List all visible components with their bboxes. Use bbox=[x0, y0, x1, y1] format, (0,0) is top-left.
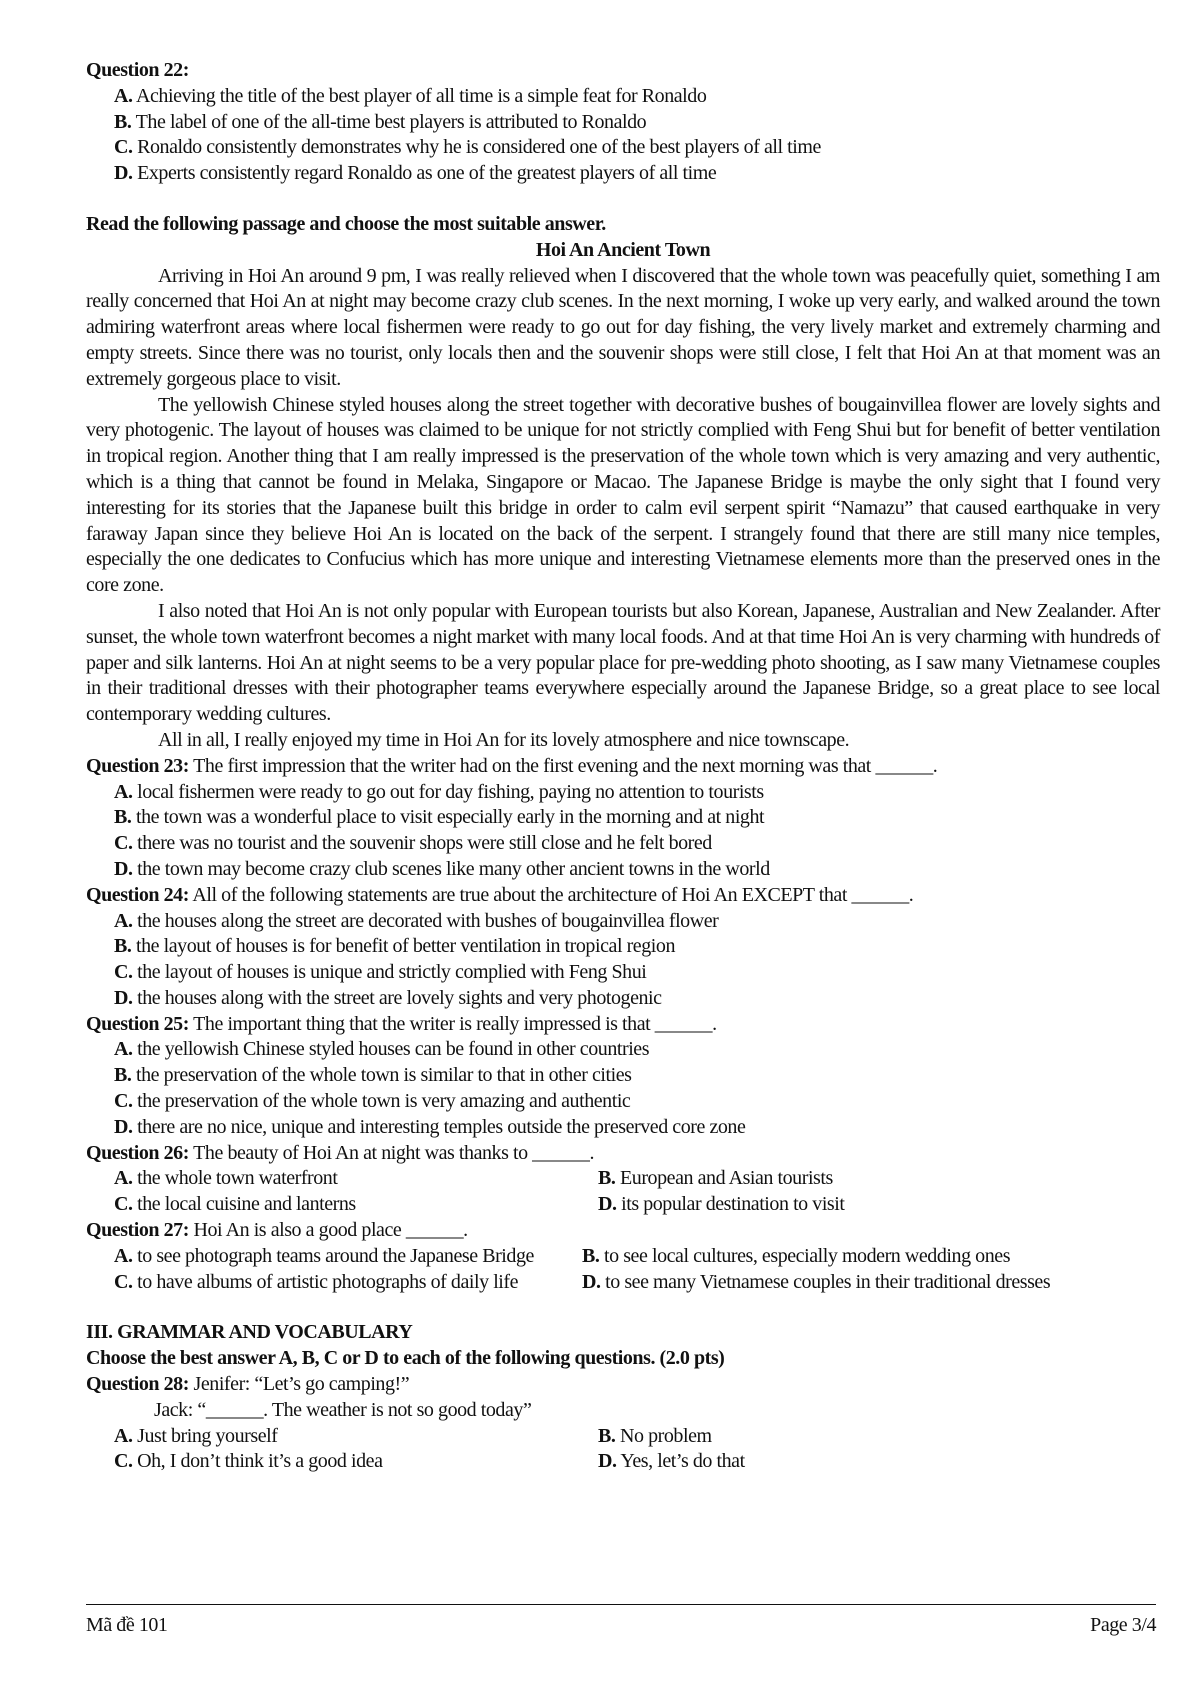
passage bbox=[86, 264, 1160, 754]
q26-option-b: B. European and Asian tourists bbox=[598, 1167, 833, 1190]
q27-option-b: B. to see local cultures, especially modern wedding ones bbox=[582, 1244, 1011, 1267]
q26-options-row-1 bbox=[86, 1166, 1160, 1192]
q27-options-row-2 bbox=[86, 1270, 1160, 1296]
q22-option-d: D. Experts consistently regard Ronaldo as one of the greatest players of all time bbox=[114, 162, 717, 185]
q24-stem: Question 24: All of the following statements are true about the architecture of Hoi An EXCEPT that ______. bbox=[86, 883, 914, 906]
passage-title: Hoi An Ancient Town bbox=[535, 238, 711, 261]
q24-option-d: D. the houses along with the street are lovely sights and very photogenic bbox=[114, 986, 662, 1009]
q26-option-c: C. the local cuisine and lanterns bbox=[114, 1193, 356, 1216]
q27-option-c: C. to have albums of artistic photographs of daily life bbox=[114, 1270, 519, 1293]
q28-option-c: C. Oh, I don’t think it’s a good idea bbox=[114, 1450, 383, 1473]
passage-paragraph: I also noted that Hoi An is not only popular with European tourists but also Korean, Japanese, Australian and New Zealander. After sunset, the whole town waterfront becomes a night market with many local foods. And at that time Hoi An is very charming with hundreds of paper and silk lanterns. Hoi An at night seems to be a very popular place for pre-wedding photo shooting, as I saw many Vietnamese couples in their traditional dresses with their photographer teams everywhere especially around the Japanese Bridge, so a great place to see local contemporary wedding cultures. bbox=[86, 599, 1160, 726]
q22-option-a: A. Achieving the title of the best player of all time is a simple feat for Ronaldo bbox=[114, 84, 707, 107]
q28-line-1: Question 28: Jenifer: “Let’s go camping!” bbox=[86, 1373, 410, 1396]
q28-options-row-1 bbox=[86, 1424, 1160, 1450]
section-instruction: Choose the best answer A, B, C or D to each of the following questions. (2.0 pts) bbox=[86, 1347, 725, 1370]
q26-stem: Question 26: The beauty of Hoi An at night was thanks to ______. bbox=[86, 1141, 595, 1164]
q24-option-c: C. the layout of houses is unique and strictly complied with Feng Shui bbox=[114, 961, 647, 984]
q28-line-2: Jack: “______. The weather is not so good today” bbox=[154, 1398, 532, 1421]
q27-option-d: D. to see many Vietnamese couples in their traditional dresses bbox=[582, 1270, 1051, 1293]
q25-stem: Question 25: The important thing that the writer is really impressed is that ______. bbox=[86, 1012, 717, 1035]
q27-stem: Question 27: Hoi An is also a good place ______. bbox=[86, 1219, 468, 1242]
q26-option-a: A. the whole town waterfront bbox=[114, 1167, 338, 1190]
section-heading: III. GRAMMAR AND VOCABULARY bbox=[86, 1321, 413, 1344]
q27-options-row-1 bbox=[86, 1244, 1160, 1270]
q23-option-c: C. there was no tourist and the souvenir shops were still close and he felt bored bbox=[114, 832, 712, 855]
page-footer bbox=[86, 1604, 1156, 1639]
q26-options-row-2 bbox=[86, 1192, 1160, 1218]
q22-option-c: C. Ronaldo consistently demonstrates why he is considered one of the best players of all time bbox=[114, 136, 821, 159]
q25-option-a: A. the yellowish Chinese styled houses can be found in other countries bbox=[114, 1038, 650, 1061]
q25-option-c: C. the preservation of the whole town is very amazing and authentic bbox=[114, 1090, 631, 1113]
q25-option-d: D. there are no nice, unique and interesting temples outside the preserved core zone bbox=[114, 1115, 746, 1138]
q23-option-d: D. the town may become crazy club scenes like many other ancient towns in the world bbox=[114, 857, 770, 880]
q28-option-d: D. Yes, let’s do that bbox=[598, 1450, 745, 1473]
passage-paragraph: All in all, I really enjoyed my time in Hoi An for its lovely atmosphere and nice townscape. bbox=[158, 728, 850, 751]
q23-option-b: B. the town was a wonderful place to visit especially early in the morning and at night bbox=[114, 806, 765, 829]
q23-stem: Question 23: The first impression that the writer had on the first evening and the next morning was that ______. bbox=[86, 754, 938, 777]
q28-option-a: A. Just bring yourself bbox=[114, 1424, 278, 1447]
q24-option-b: B. the layout of houses is for benefit of better ventilation in tropical region bbox=[114, 935, 675, 958]
q23-option-a: A. local fishermen were ready to go out for day fishing, paying no attention to tourists bbox=[114, 780, 764, 803]
page-number: Page 3/4 bbox=[1090, 1614, 1156, 1636]
q22-label: Question 22: bbox=[86, 59, 189, 81]
reading-instruction: Read the following passage and choose the most suitable answer. bbox=[86, 212, 606, 235]
passage-paragraph: Arriving in Hoi An around 9 pm, I was really relieved when I discovered that the whole town was peacefully quiet, something I am really concerned that Hoi An at night may become crazy club scenes. In the next morning, I woke up very early, and walked around the town admiring waterfront areas where local fishermen were ready to go out for day fishing, the very lively market and extremely charming and empty streets. Since there was no tourist, only locals then and the souvenir shops were still close, I felt that Hoi An at that moment was an extremely gorgeous place to visit. bbox=[86, 264, 1160, 390]
q28-options-row-2 bbox=[86, 1449, 1160, 1475]
exam-code: Mã đề 101 bbox=[86, 1614, 168, 1636]
passage-paragraph: The yellowish Chinese styled houses along the street together with decorative bushes of bougainvillea flower are lovely sights and very photogenic. The layout of houses was claimed to be unique for not strictly complied with Feng Shui but for benefit of better ventilation in tropical region. Another thing that I am really impressed is the preservation of the whole town which is very amazing and very authentic, which is a thing that cannot be found in Melaka, Singapore or Macao. The Japanese Bridge is maybe the only sight that I found very interesting for its stories that the Japanese built this bridge in order to calm evil serpent spirit “Namazu” that caused earthquake in very faraway Japan since they believe Hoi An is located on the back of the serpent. I strangely found that there are still many nice temples, especially the one dedicates to Confucius which has more unique and interesting Vietnamese elements more than the preserved ones in the core zone. bbox=[86, 393, 1160, 597]
q25-option-b: B. the preservation of the whole town is similar to that in other cities bbox=[114, 1064, 632, 1087]
q28-option-b: B. No problem bbox=[598, 1424, 712, 1447]
q24-option-a: A. the houses along the street are decorated with bushes of bougainvillea flower bbox=[114, 909, 719, 932]
q22-option-b: B. The label of one of the all-time best players is attributed to Ronaldo bbox=[114, 110, 647, 133]
q26-option-d: D. its popular destination to visit bbox=[598, 1193, 845, 1216]
q27-option-a: A. to see photograph teams around the Japanese Bridge bbox=[114, 1244, 534, 1267]
exam-page bbox=[86, 58, 1160, 1475]
